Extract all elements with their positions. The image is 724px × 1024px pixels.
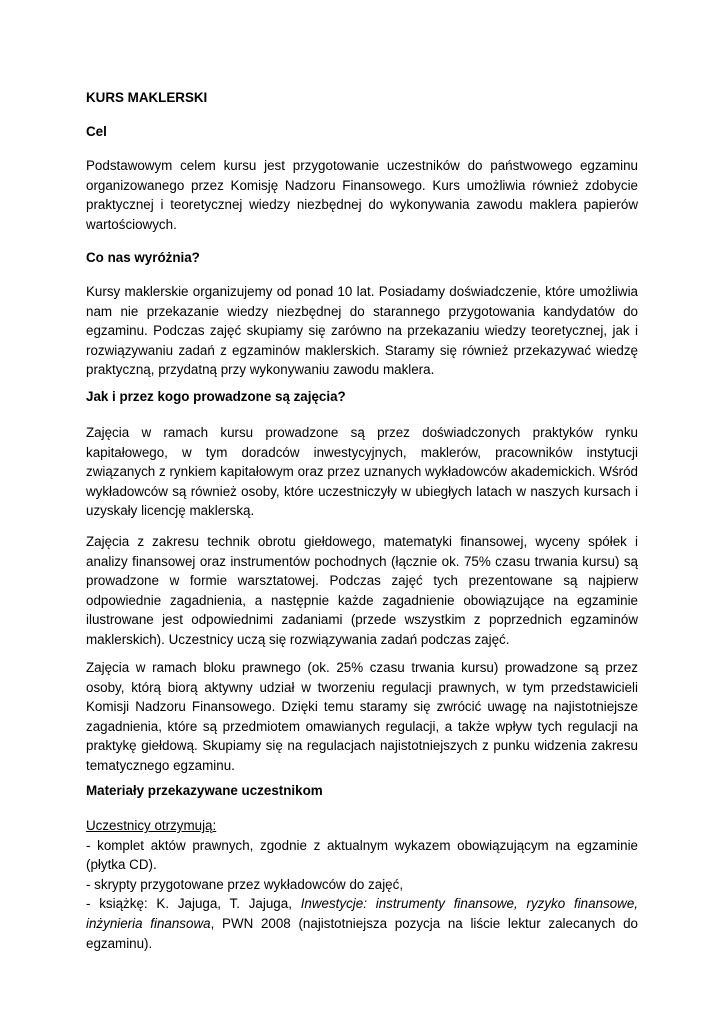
paragraph-wyroznia: Kursy maklerskie organizujemy od ponad 10 lat. Posiadamy doświadczenie, które umożliwia nam nie przekazanie wiedzy niezbędnej do starannego przygotowania kandydatów do egzaminu. Podczas zajęć skupiamy się zarówno na przekazaniu wiedzy teoretycznej, jak i rozwiązywaniu zadań z egzaminów maklerskich. Staramy się również przekazywać wiedzę praktyczną, przydatną przy wykonywaniu zawodu maklera. — [86, 284, 638, 378]
paragraph-zajecia-3: Zajęcia w ramach bloku prawnego (ok. 25% czasu trwania kursu) prowadzone są przez osoby, którą biorą aktywny udział w tworzeniu regulacji prawnych, w tym przedstawicieli Komisji Nadzoru Finansowego. Dzięki temu staramy się zwrócić uwagę na najistotniejsze zagadnienia, które są przedmiotem omawianych regulacji, a także wpływ tych regulacji na praktykę giełdową. Skupiamy się na regulacjach najistotniejszych z punku widzenia zakresu tematycznego egzaminu. — [86, 660, 638, 773]
document-title: KURS MAKLERSKI — [86, 90, 208, 105]
paragraph-cel: Podstawowym celem kursu jest przygotowanie uczestników do państwowego egzaminu organizowanego przez Komisję Nadzoru Finansowego. Kurs umożliwia również zdobycie praktycznej i teoretycznej wiedzy niezbędnej do wykonywania zawodu maklera papierów wartościowych. — [86, 158, 638, 232]
list-item — [86, 894, 638, 953]
section-heading-zajecia: Jak i przez kogo prowadzone są zajęcia? — [86, 389, 346, 404]
materials-list — [86, 816, 638, 953]
section-heading-cel: Cel — [86, 124, 107, 139]
book-title: Inwestycje: instrumenty finansowe, ryzyko finansowe, inżynieria finansowa — [86, 896, 638, 931]
book-publisher: , PWN 2008 (najistotniejsza pozycja na liście lektur zalecanych do egzaminu). — [86, 915, 638, 951]
section-heading-wyroznia: Co nas wyróżnia? — [86, 250, 200, 265]
paragraph-zajecia-1: Zajęcia w ramach kursu prowadzone są przez doświadczonych praktyków rynku kapitałowego, w tym doradców inwestycyjnych, maklerów, pracowników instytucji związanych z rynkiem kapitałowym oraz przez uznanych wykładowców akademickich. Wśród wykładowców są również osoby, które uczestniczyły w ubiegłych latach w naszych kursach i uzyskały licencję maklerską. — [86, 425, 638, 519]
materials-subheading: Uczestnicy otrzymują: — [86, 818, 217, 833]
section-heading-materialy: Materiały przekazywane uczestnikom — [86, 783, 323, 798]
book-authors: - książkę: K. Jajuga, T. Jajuga, — [86, 896, 301, 912]
list-item: - skrypty przygotowane przez wykładowców do zajęć, — [86, 876, 404, 892]
paragraph-zajecia-2: Zajęcia z zakresu technik obrotu giełdowego, matematyki finansowej, wyceny spółek i analizy finansowej oraz instrumentów pochodnych (łącznie ok. 75% czasu trwania kursu) są prowadzone w formie warsztatowej. Podczas zajęć tych prezentowane są najpierw odpowiednie zagadnienia, a następnie każde zagadnienie obowiązujące na egzaminie ilustrowane jest odpowiednimi zadaniami (przede wszystkim z poprzednich egzaminów maklerskich). Uczestnicy uczą się rozwiązywania zadań podczas zajęć. — [86, 534, 638, 647]
list-item: - komplet aktów prawnych, zgodnie z aktualnym wykazem obowiązującym na egzaminie (płytka CD). — [86, 837, 638, 873]
